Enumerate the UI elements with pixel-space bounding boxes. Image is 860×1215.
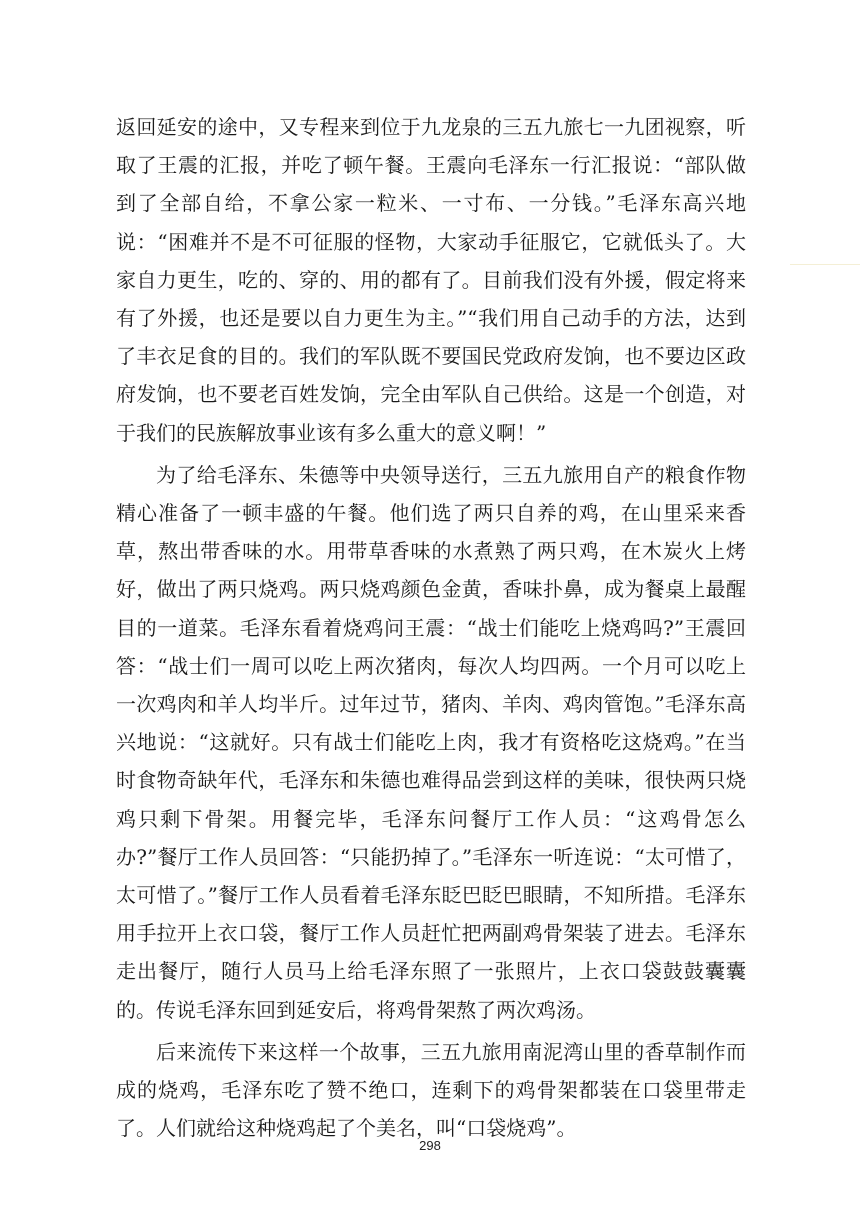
paragraph-3: 后来流传下来这样一个故事，三五九旅用南泥湾山里的香草制作而成的烧鸡，毛泽东吃了赞不绝口，连剩下的鸡骨架都装在口袋里带走了。人们就给这种烧鸡起了个美名，叫“口袋烧鸡”。	[116, 1039, 746, 1141]
margin-mark	[790, 264, 860, 265]
paragraph-2: 为了给毛泽东、朱德等中央领导送行，三五九旅用自产的粮食作物精心准备了一顿丰盛的午餐。他们选了两只自养的鸡，在山里采来香草，熬出带香味的水。用带草香味的水煮熟了两只鸡，在木炭火上烤好，做出了两只烧鸡。两只烧鸡颜色金黄，香味扑鼻，成为餐桌上最醒目的一道菜。毛泽东看着烧鸡问王震：“战士们能吃上烧鸡吗?”王震回答：“战士们一周可以吃上两次猪肉，每次人均四两。一个月可以吃上一次鸡肉和羊人均半斤。过年过节，猪肉、羊肉、鸡肉管饱。”毛泽东高兴地说：“这就好。只有战士们能吃上肉，我才有资格吃这烧鸡。”在当时食物奇缺年代，毛泽东和朱德也难得品尝到这样的美味，很快两只烧鸡只剩下骨架。用餐完毕，毛泽东问餐厅工作人员：“这鸡骨怎么办?”餐厅工作人员回答：“只能扔掉了。”毛泽东一听连说：“太可惜了，太可惜了。”餐厅工作人员看着毛泽东眨巴眨巴眼睛，不知所措。毛泽东用手拉开上衣口袋，餐厅工作人员赶忙把两副鸡骨架装了进去。毛泽东走出餐厅，随行人员马上给毛泽东照了一张照片，上衣口袋鼓鼓囊囊的。传说毛泽东回到延安后，将鸡骨架熬了两次鸡汤。	[116, 462, 746, 1022]
paragraph-1: 返回延安的途中，又专程来到位于九龙泉的三五九旅七一九团视察，听取了王震的汇报，并吃了顿午餐。王震向毛泽东一行汇报说：“部队做到了全部自给，不拿公家一粒米、一寸布、一分钱。”毛泽东高兴地说：“困难并不是不可征服的怪物，大家动手征服它，它就低头了。大家自力更生，吃的、穿的、用的都有了。目前我们没有外援，假定将来有了外援，也还是要以自力更生为主。”“我们用自己动手的方法，达到了丰衣足食的目的。我们的军队既不要国民党政府发饷，也不要边区政府发饷，也不要老百姓发饷，完全由军队自己供给。这是一个创造，对于我们的民族解放事业该有多么重大的意义啊！”	[116, 115, 746, 445]
body-text	[116, 108, 746, 1151]
page-number: 298	[419, 1138, 441, 1153]
